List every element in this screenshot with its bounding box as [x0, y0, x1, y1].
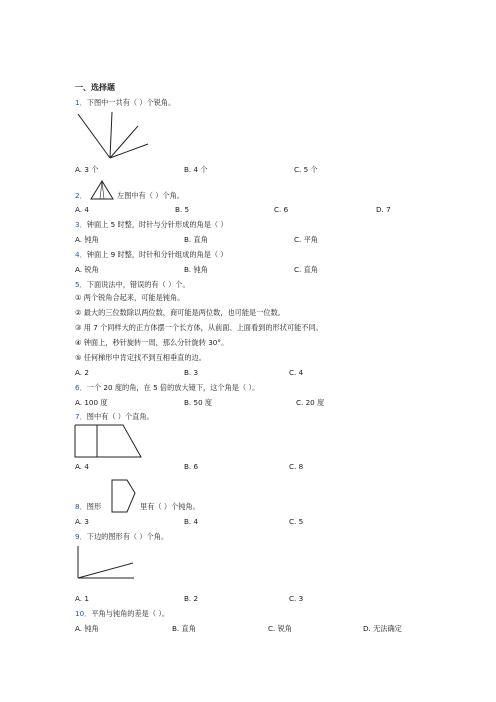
q8-option-c[interactable]: C. 5 — [289, 517, 304, 526]
q1-angle-figure — [70, 108, 150, 160]
question-4: 4．钟面上 9 时整，时针和分针组成的角是（ ） — [75, 250, 228, 259]
q5-statement-5: ⑤ 任何梯形中肯定找不到互相垂直的边。 — [75, 353, 206, 362]
q6-option-c[interactable]: C. 20 度 — [296, 398, 325, 407]
question-2-text: 左图中有（ ）个角。 — [117, 191, 184, 200]
ray — [110, 112, 112, 158]
section-title: 一、选择题 — [75, 83, 115, 92]
q8-option-b[interactable]: B. 4 — [184, 517, 199, 526]
q1-option-b[interactable]: B. 4 个 — [184, 165, 208, 174]
question-8: 8．图形 — [75, 502, 102, 511]
q8-pentagon-figure — [110, 479, 136, 513]
question-1 — [75, 99, 175, 106]
q3-option-c[interactable]: C. 平角 — [294, 235, 318, 244]
q9-option-c[interactable]: C. 3 — [289, 594, 304, 603]
q5-option-a[interactable]: A. 2 — [75, 368, 89, 377]
q2-triangle-figure — [90, 180, 114, 200]
question-text: 下图中一共有（ ）个锐角。 — [86, 98, 176, 107]
question-9: 9．下边的图形有（ ）个角。 — [75, 532, 169, 541]
question-6: 6．一个 20 度的角，在 5 倍的放大镜下，这个角是（ ）。 — [75, 383, 260, 392]
q4-option-a[interactable]: A. 锐角 — [75, 265, 99, 274]
q5-statement-1: ① 两个锐角合起来，可能是钝角。 — [75, 293, 185, 302]
q3-option-a[interactable]: A. 钝角 — [75, 235, 99, 244]
question-number: 1． — [75, 98, 87, 107]
q2-option-d[interactable]: D. 7 — [376, 205, 391, 214]
q7-right-angle-figure — [75, 424, 145, 458]
question-5: 5．下面说法中，错误的有（ ）个。 — [75, 280, 190, 289]
question-2-number: 2． — [75, 191, 87, 200]
trapezoid — [75, 425, 141, 457]
q10-option-b[interactable]: B. 直角 — [172, 624, 196, 633]
q5-statement-4: ④ 钟面上，秒针旋转一周，那么分针旋转 30°。 — [75, 338, 229, 347]
q3-option-b[interactable]: B. 直角 — [184, 235, 208, 244]
q5-statement-3: ③ 用 7 个同样大的正方体摆一个长方体，从前面、上面看到的形状可能不同。 — [75, 323, 323, 332]
question-7: 7．图中有（ ）个直角。 — [75, 412, 154, 421]
q9-option-a[interactable]: A. 1 — [75, 594, 89, 603]
q7-option-a[interactable]: A. 4 — [75, 462, 89, 471]
q10-option-a[interactable]: A. 钝角 — [75, 624, 99, 633]
q2-option-b[interactable]: B. 5 — [175, 205, 190, 214]
q2-option-c[interactable]: C. 6 — [274, 205, 289, 214]
q1-option-a[interactable]: A. 3 个 — [75, 165, 99, 174]
q6-option-b[interactable]: B. 50 度 — [184, 398, 213, 407]
q7-option-c[interactable]: C. 8 — [289, 462, 304, 471]
q10-option-d[interactable]: D. 无法确定 — [363, 624, 402, 633]
question-8-text: 里有（ ）个钝角。 — [140, 502, 200, 511]
q10-option-c[interactable]: C. 锐角 — [268, 624, 292, 633]
ray — [78, 114, 110, 158]
q9-option-b[interactable]: B. 2 — [184, 594, 199, 603]
question-10: 10．平角与钝角的差是（ ）。 — [75, 609, 170, 618]
q5-option-c[interactable]: C. 4 — [289, 368, 304, 377]
q5-option-b[interactable]: B. 3 — [184, 368, 199, 377]
q1-option-c[interactable]: C. 5 个 — [294, 165, 318, 174]
q6-option-a[interactable]: A. 100 度 — [75, 398, 108, 407]
pentagon — [112, 480, 135, 512]
q7-option-b[interactable]: B. 6 — [184, 462, 199, 471]
ray — [78, 563, 133, 578]
q2-option-a[interactable]: A. 4 — [75, 205, 89, 214]
question-3: 3．钟面上 5 时整，时针与分针形成的角是（ ） — [75, 220, 228, 229]
q4-option-b[interactable]: B. 钝角 — [184, 265, 208, 274]
q8-option-a[interactable]: A. 3 — [75, 517, 89, 526]
q9-angle-figure — [77, 545, 135, 579]
q4-option-c[interactable]: C. 直角 — [294, 265, 318, 274]
q5-statement-2: ② 最大的三位数除以两位数，商可能是两位数，也可能是一位数。 — [75, 308, 285, 317]
